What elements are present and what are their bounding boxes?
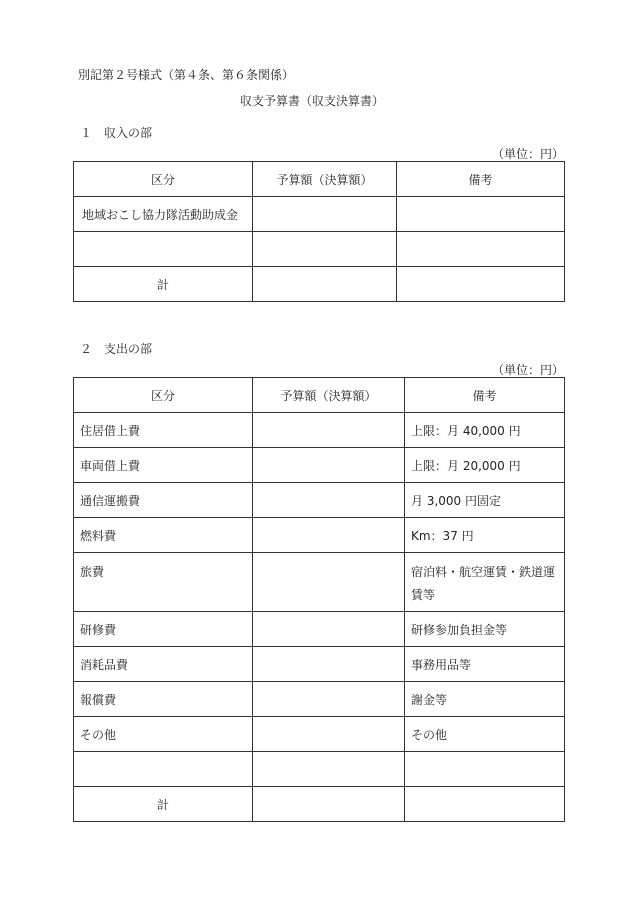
- note-cell: 謝金等: [405, 682, 565, 717]
- category-cell: 地域おこし協力隊活動助成金: [74, 197, 253, 232]
- column-header: 備考: [405, 378, 565, 413]
- table-row: [74, 553, 565, 612]
- income-header-row: [74, 162, 565, 197]
- expense-unit-label: （単位：円）: [491, 363, 564, 377]
- amount-cell[interactable]: [253, 518, 405, 553]
- income-table: [73, 161, 565, 302]
- category-cell: 燃料費: [74, 518, 253, 553]
- amount-cell[interactable]: [253, 413, 405, 448]
- category-cell: 住居借上費: [74, 413, 253, 448]
- amount-cell[interactable]: [253, 197, 397, 232]
- note-cell: 上限：月 20,000 円: [405, 448, 565, 483]
- category-cell: 消耗品費: [74, 647, 253, 682]
- table-row: [74, 717, 565, 752]
- amount-cell[interactable]: [253, 232, 397, 267]
- expense-header-row: [74, 378, 565, 413]
- total-note-cell[interactable]: [397, 267, 565, 302]
- total-label: 計: [74, 787, 253, 822]
- expense-section-title: ２ 支出の部: [80, 342, 153, 356]
- income-total-row: [74, 267, 565, 302]
- table-row: [74, 518, 565, 553]
- table-row: [74, 682, 565, 717]
- amount-cell[interactable]: [253, 553, 405, 612]
- expense-table: [73, 377, 565, 822]
- note-cell: Km：37 円: [405, 518, 565, 553]
- amount-cell[interactable]: [253, 717, 405, 752]
- category-cell[interactable]: [74, 752, 253, 787]
- total-note-cell[interactable]: [405, 787, 565, 822]
- expense-total-row: [74, 787, 565, 822]
- income-section-title: １ 収入の部: [80, 126, 153, 140]
- total-label: 計: [74, 267, 253, 302]
- note-cell: その他: [405, 717, 565, 752]
- amount-cell[interactable]: [253, 682, 405, 717]
- note-cell: 月 3,000 円固定: [405, 483, 565, 518]
- category-cell: 旅費: [74, 553, 253, 612]
- income-unit-label: （単位：円）: [491, 147, 564, 161]
- amount-cell[interactable]: [253, 612, 405, 647]
- table-row: [74, 197, 565, 232]
- total-amount-cell[interactable]: [253, 787, 405, 822]
- amount-cell[interactable]: [253, 483, 405, 518]
- total-amount-cell[interactable]: [253, 267, 397, 302]
- category-cell: 報償費: [74, 682, 253, 717]
- note-cell[interactable]: [405, 752, 565, 787]
- category-cell: 車両借上費: [74, 448, 253, 483]
- note-cell: 宿泊料・航空運賃・鉄道運賃等: [405, 553, 565, 612]
- document-title: 収支予算書（収支決算書）: [240, 94, 385, 108]
- note-cell: 上限：月 40,000 円: [405, 413, 565, 448]
- note-cell: 事務用品等: [405, 647, 565, 682]
- form-label: 別記第２号様式（第４条、第６条関係）: [78, 68, 295, 82]
- table-row: [74, 752, 565, 787]
- category-cell: 研修費: [74, 612, 253, 647]
- table-row: [74, 448, 565, 483]
- table-row: [74, 413, 565, 448]
- column-header: 予算額（決算額）: [253, 162, 397, 197]
- category-cell: その他: [74, 717, 253, 752]
- note-cell[interactable]: [397, 232, 565, 267]
- column-header: 予算額（決算額）: [253, 378, 405, 413]
- category-cell[interactable]: [74, 232, 253, 267]
- category-cell: 通信運搬費: [74, 483, 253, 518]
- column-header: 備考: [397, 162, 565, 197]
- table-row: [74, 483, 565, 518]
- table-row: [74, 232, 565, 267]
- amount-cell[interactable]: [253, 647, 405, 682]
- amount-cell[interactable]: [253, 448, 405, 483]
- column-header: 区分: [74, 378, 253, 413]
- note-cell[interactable]: [397, 197, 565, 232]
- amount-cell[interactable]: [253, 752, 405, 787]
- table-row: [74, 612, 565, 647]
- note-cell: 研修参加負担金等: [405, 612, 565, 647]
- table-row: [74, 647, 565, 682]
- column-header: 区分: [74, 162, 253, 197]
